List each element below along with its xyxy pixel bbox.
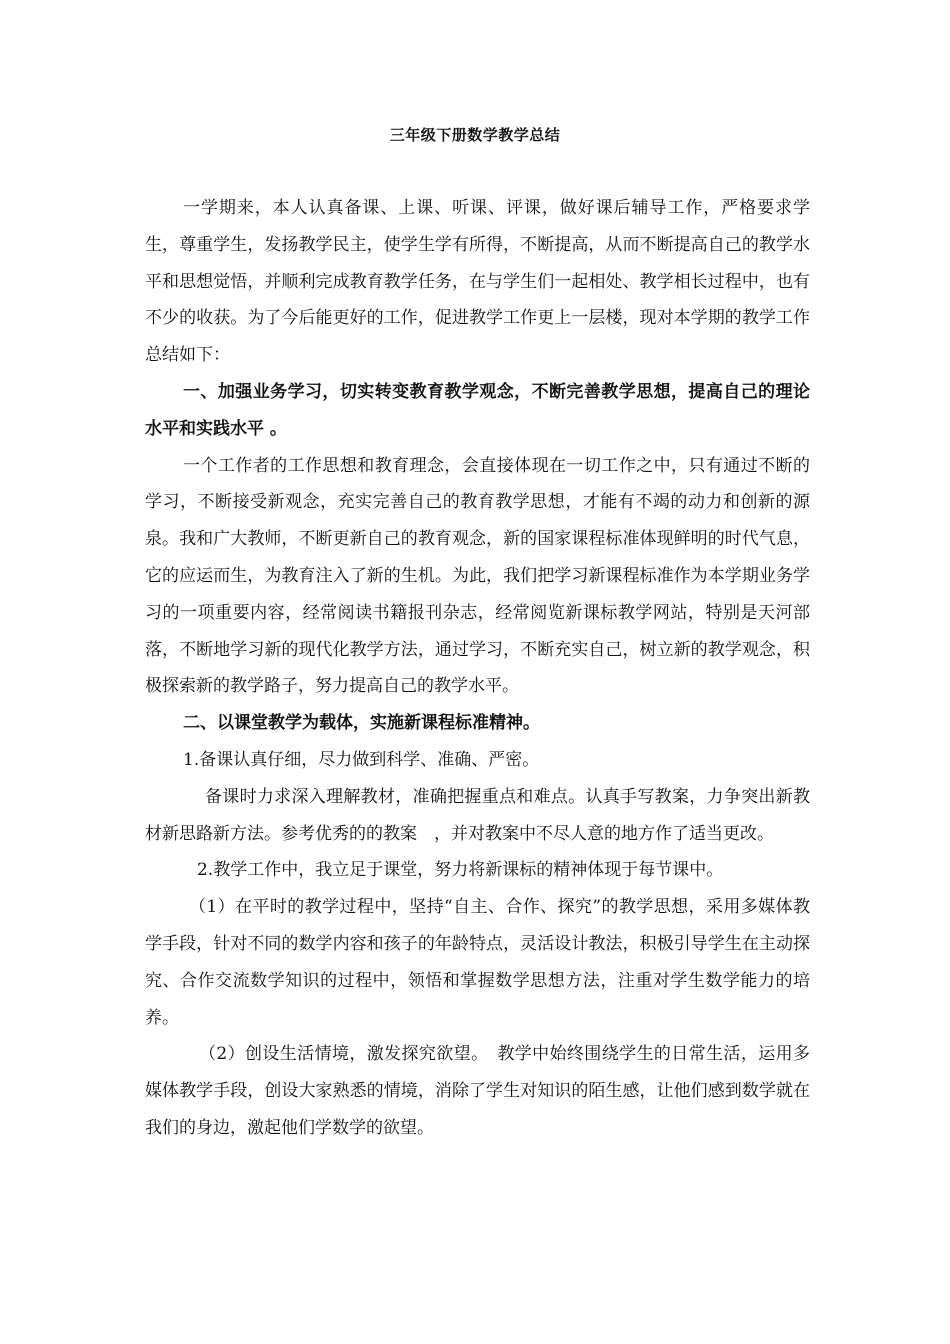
subheading-2: 2.教学工作中，我立足于课堂，努力将新课标的精神体现于每节课中。 — [197, 860, 724, 881]
paragraph-item-1: （1）在平时的教学过程中，坚持“自主、合作、探究”的教学思想，采用多媒体教学手段，针对不同的数学内容和孩子的年龄特点，灵活设计教法，积极引导学生在主动探究、合作交流数学知识的过程中，领悟和掌握数学思想方法，注重对学生数学能力的培养。 — [145, 897, 810, 1028]
document-title: 三年级下册数学教学总结 — [389, 126, 561, 144]
paragraph-intro: 一学期来，本人认真备课、上课、听课、评课，做好课后辅导工作，严格要求学生，尊重学生，发扬教学民主，使学生学有所得，不断提高，从而不断提高自己的教学水平和思想觉悟，并顺利完成教育教学任务，在与学生们一起相处、教学相长过程中，也有不少的收获。为了今后能更好的工作，促进教学工作更上一层楼，现对本学期的教学工作总结如下： — [145, 198, 810, 366]
document-body — [145, 190, 810, 1147]
section-heading-1: 一、加强业务学习，切实转变教育教学观念，不断完善教学思想，提高自己的理论水平和实践水平 。 — [145, 381, 810, 439]
paragraph-section-1: 一个工作者的工作思想和教育理念，会直接体现在一切工作之中，只有通过不断的学习，不断接受新观念，充实完善自己的教育教学思想，才能有不竭的动力和创新的源泉。我和广大教师，不断更新自己的教育观念，新的国家课程标准体现鲜明的时代气息，它的应运而生，为教育注入了新的生机。为此，我们把学习新课程标准作为本学期业务学习的一项重要内容，经常阅读书籍报刊杂志，经常阅览新课标教学网站，特别是天河部落，不断地学习新的现代化教学方法，通过学习，不断充实自己，树立新的教学观念，积极探索新的教学路子，努力提高自己的教学水平。 — [145, 455, 810, 697]
subheading-1: 1.备课认真仔细，尽力做到科学、准确、严密。 — [183, 749, 540, 770]
section-heading-2: 二、以课堂教学为载体，实施新课程标准精神。 — [183, 713, 540, 734]
paragraph-item-2: （2）创设生活情境，激发探究欲望。 教学中始终围绕学生的日常生活，运用多媒体教学手段，创设大家熟悉的情境，消除了学生对知识的陌生感，让他们感到数学就在我们的身边，激起他们学数学的欲望。 — [145, 1044, 810, 1138]
paragraph-lesson-prep: 备课时力求深入理解教材，准确把握重点和难点。认真手写教案，力争突出新教材新思路新方法。参考优秀的的教案 ，并对教案中不尽人意的地方作了适当更改。 — [145, 786, 810, 844]
